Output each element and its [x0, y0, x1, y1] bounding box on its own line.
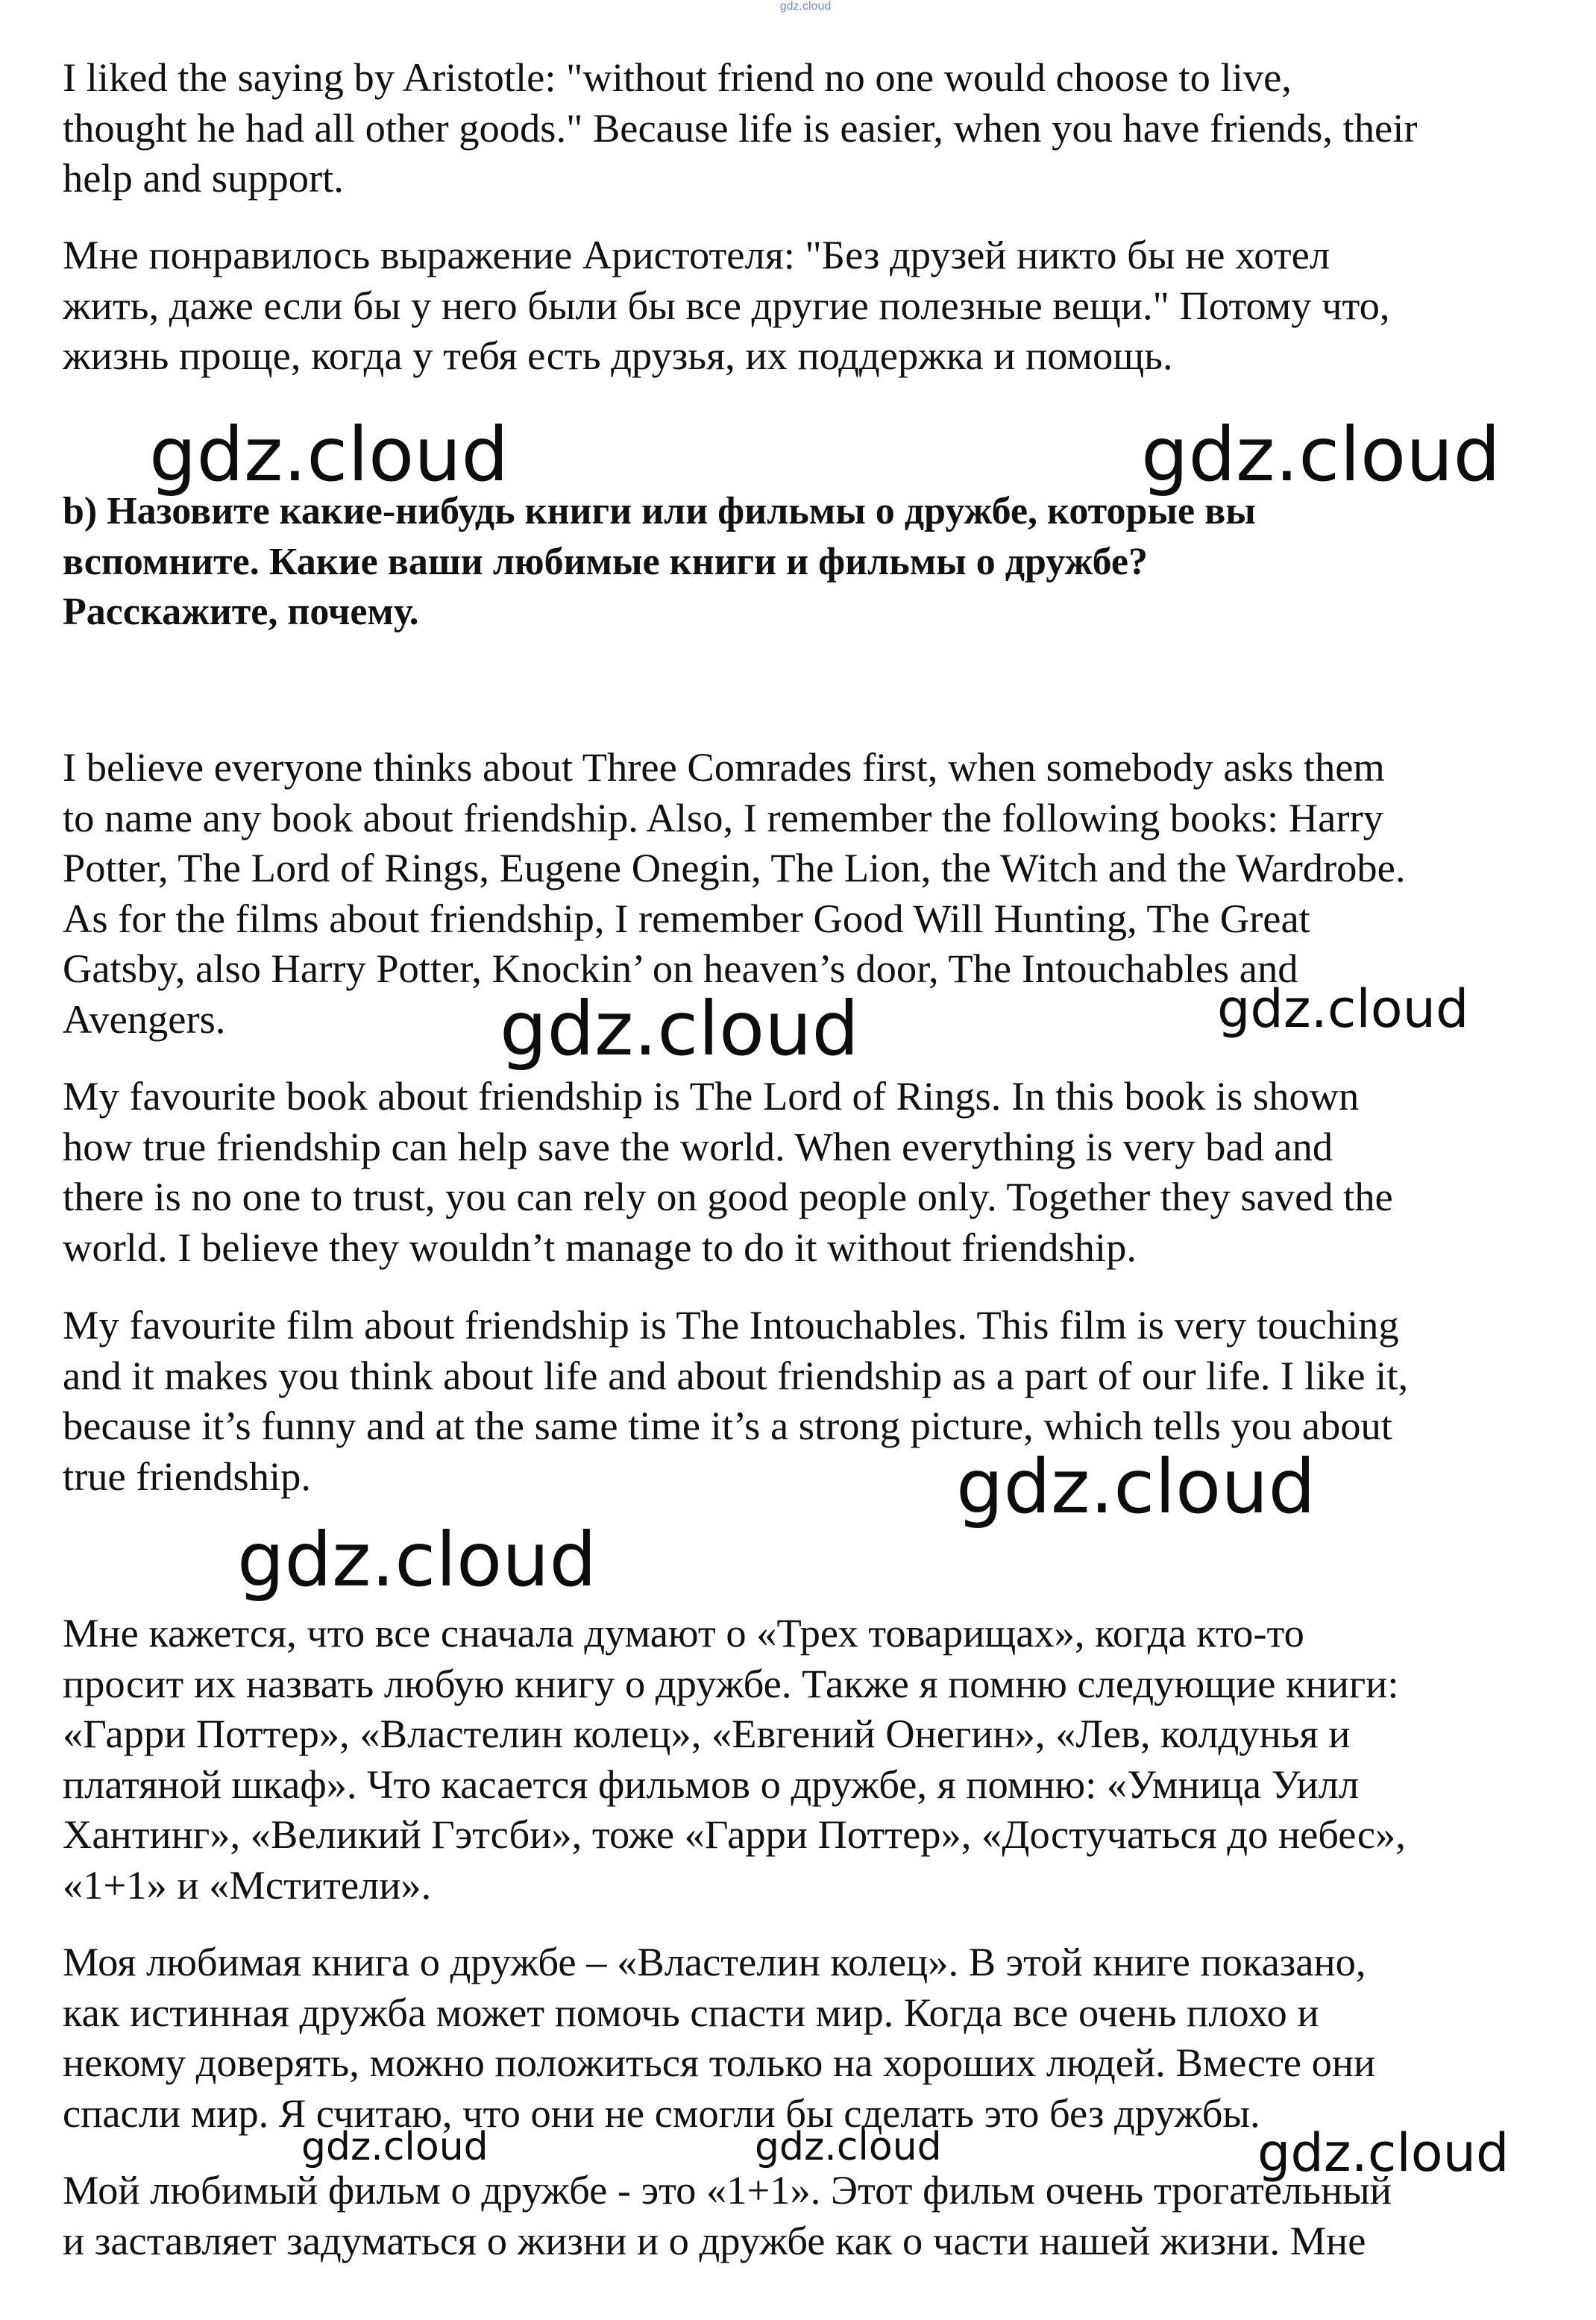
paragraph-favourite-book-ru: Моя любимая книга о дружбе – «Властелин колец». В этой книге показано, как истинная дружба может помочь спасти мир. Когда все очень плохо и некому доверять, можно положиться только на хороших людей. Вместе они спасли мир. Я считаю, что они не смогли бы сделать это без дружбы. [63, 1939, 1376, 2136]
paragraph-aristotle-ru: Мне понравилось выражение Аристотеля: "Без друзей никто бы не хотел жить, даже если бы у него были бы все другие полезные вещи." Потому что, жизнь проще, когда у тебя есть друзья, их поддержка и помощь. [63, 232, 1390, 378]
watermark: gdz.cloud [755, 2125, 942, 2169]
watermark: gdz.cloud [1257, 2122, 1509, 2184]
watermark: gdz.cloud [1141, 411, 1501, 498]
paragraph-aristotle-en: I liked the saying by Aristotle: "without friend no one would choose to live, thought he had all other goods." Because life is easier, when you have friends, their help and support. [63, 54, 1418, 201]
paragraph-books-films-ru: Мне кажется, что все сначала думают о «Трех товарищах», когда кто-то просит их назвать любую книгу о дружбе. Также я помню следующие книги: «Гарри Поттер», «Властелин колец», «Евгений Онегин», «Лев, колдунья и платяной шкаф». Что касается фильмов о дружбе, я помню: «Умница Уилл Хантинг», «Великий Гэтсби», тоже «Гарри Поттер», «Достучаться до небес», «1+1» и «Мстители». [63, 1610, 1406, 1908]
watermark: gdz.cloud [301, 2125, 488, 2169]
paragraph-books-films-en: I believe everyone thinks about Three Comrades first, when somebody asks them to name any book about friendship. Also, I remember the following books: Harry Potter, The Lord of Rings, Eugene Onegin, The Lion, the Witch and the Wardrobe. As for the films about friendship, I remember Good Will Hunting, The Great Gatsby, also Harry Potter, Knockin’ on heaven’s door, The Intouchables and Avengers. [63, 744, 1406, 1042]
watermark: gdz.cloud [1217, 978, 1469, 1040]
question-b-heading: b) Назовите какие-нибудь книги или фильмы о дружбе, которые вы вспомните. Какие ваши любимые книги и фильмы о дружбе? Расскажите, почему. [63, 490, 1256, 633]
watermark: gdz.cloud [149, 411, 509, 498]
site-mark: gdz.cloud [779, 0, 832, 13]
watermark: gdz.cloud [237, 1516, 597, 1603]
watermark: gdz.cloud [500, 985, 860, 1072]
paragraph-favourite-book-en: My favourite book about friendship is The Lord of Rings. In this book is shown how true friendship can help save the world. When everything is very bad and there is no one to trust, you can rely on good people only. Together they saved the world. I believe they wouldn’t manage to do it without friendship. [63, 1073, 1393, 1270]
paragraph-favourite-film-ru: Мой любимый фильм о дружбе - это «1+1». Этот фильм очень трогательный и заставляет задуматься о жизни и о дружбе как о части нашей жизни. Мне [63, 2167, 1392, 2263]
watermark: gdz.cloud [956, 1443, 1316, 1530]
paragraph-favourite-film-en: My favourite film about friendship is The Intouchables. This film is very touching and it makes you think about life and about friendship as a part of our life. I like it, because it’s funny and at the same time it’s a strong picture, which tells you about true friendship. [63, 1302, 1409, 1499]
